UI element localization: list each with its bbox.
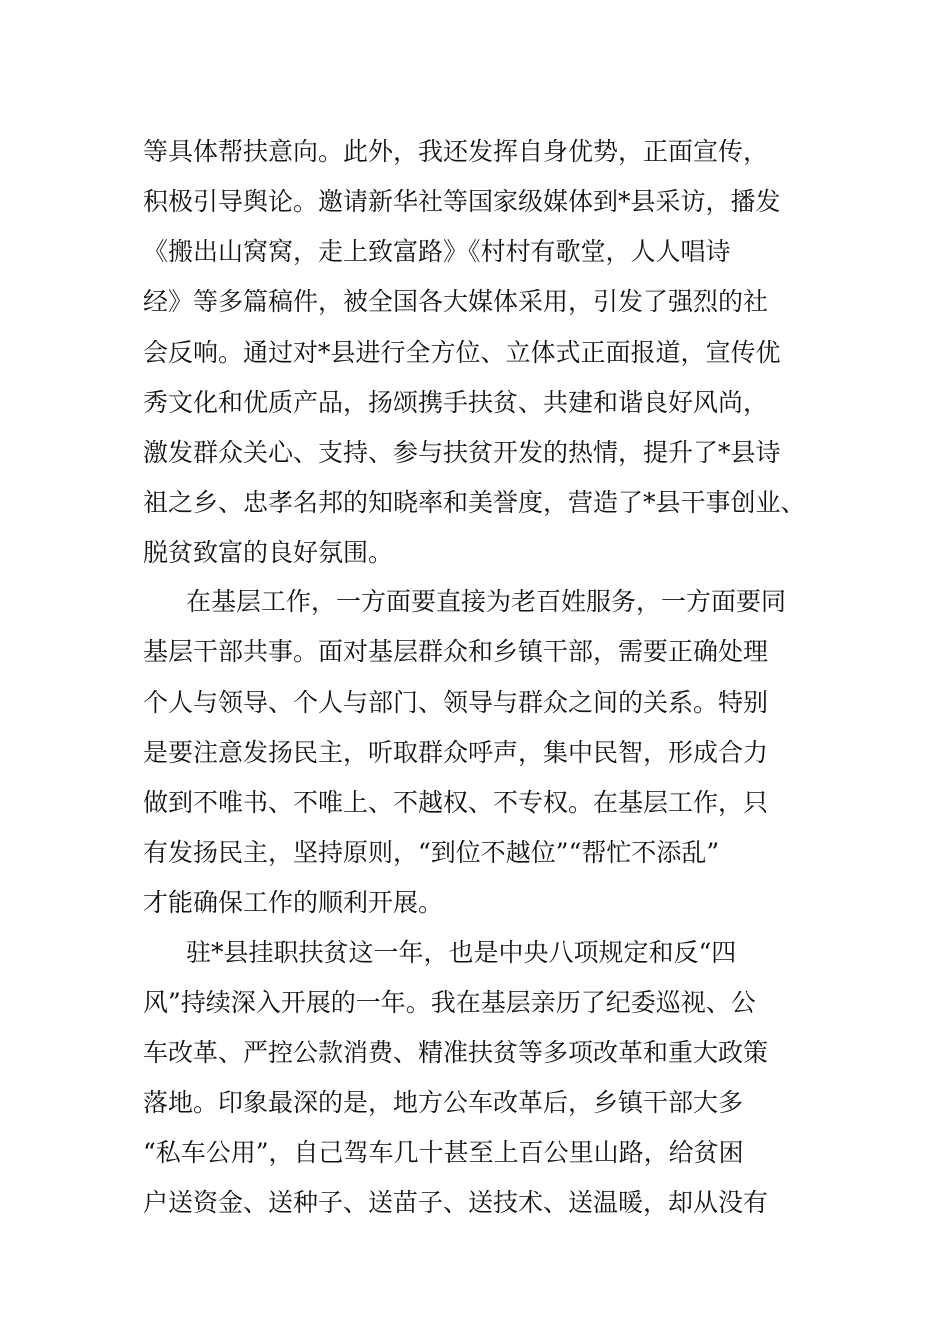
text-line: 车改革、严控公款消费、精准扶贫等多项改革和重大政策	[143, 1038, 769, 1067]
text-line: 经》等多篇稿件，被全国各大媒体采用，引发了强烈的社	[143, 287, 769, 316]
text-line: 是要注意发扬民主，听取群众呼声，集中民智，形成合力	[143, 738, 769, 767]
text-line: 驻*县挂职扶贫这一年，也是中央八项规定和反“四	[186, 938, 737, 967]
text-line: 激发群众关心、支持、参与扶贫开发的热情，提升了*县诗	[143, 438, 781, 467]
text-line: 做到不唯书、不唯上、不越权、不专权。在基层工作，只	[143, 788, 769, 817]
text-line: 落地。印象最深的是，地方公车改革后，乡镇干部大多	[143, 1088, 744, 1117]
text-line: 脱贫致富的良好氛围。	[143, 538, 394, 567]
text-line: 《搬出山窝窝，走上致富路》《村村有歌堂，人人唱诗	[143, 237, 731, 266]
text-line: 祖之乡、忠孝名邦的知晓率和美誉度，营造了*县干事创业、	[143, 488, 806, 517]
text-line: 在基层工作，一方面要直接为老百姓服务，一方面要同	[186, 587, 787, 616]
text-line: 有发扬民主，坚持原则，“到位不越位”“帮忙不添乱”	[143, 838, 720, 867]
text-line: 等具体帮扶意向。此外，我还发挥自身优势，正面宣传，	[143, 137, 769, 166]
text-line: 会反响。通过对*县进行全方位、立体式正面报道，宣传优	[143, 338, 781, 367]
text-line: 积极引导舆论。邀请新华社等国家级媒体到*县采访，播发	[143, 187, 781, 216]
text-line: 个人与领导、个人与部门、领导与群众之间的关系。特别	[143, 688, 769, 717]
text-line: “私车公用”，自己驾车几十甚至上百公里山路，给贫困	[143, 1138, 744, 1167]
text-line: 基层干部共事。面对基层群众和乡镇干部，需要正确处理	[143, 637, 769, 666]
text-line: 秀文化和优质产品，扬颂携手扶贫、共建和谐良好风尚，	[143, 388, 769, 417]
text-line: 户送资金、送种子、送苗子、送技术、送温暖，却从没有	[143, 1188, 769, 1217]
text-line: 风”持续深入开展的一年。我在基层亲历了纪委巡视、公	[143, 988, 756, 1017]
text-line: 才能确保工作的顺利开展。	[143, 888, 444, 917]
